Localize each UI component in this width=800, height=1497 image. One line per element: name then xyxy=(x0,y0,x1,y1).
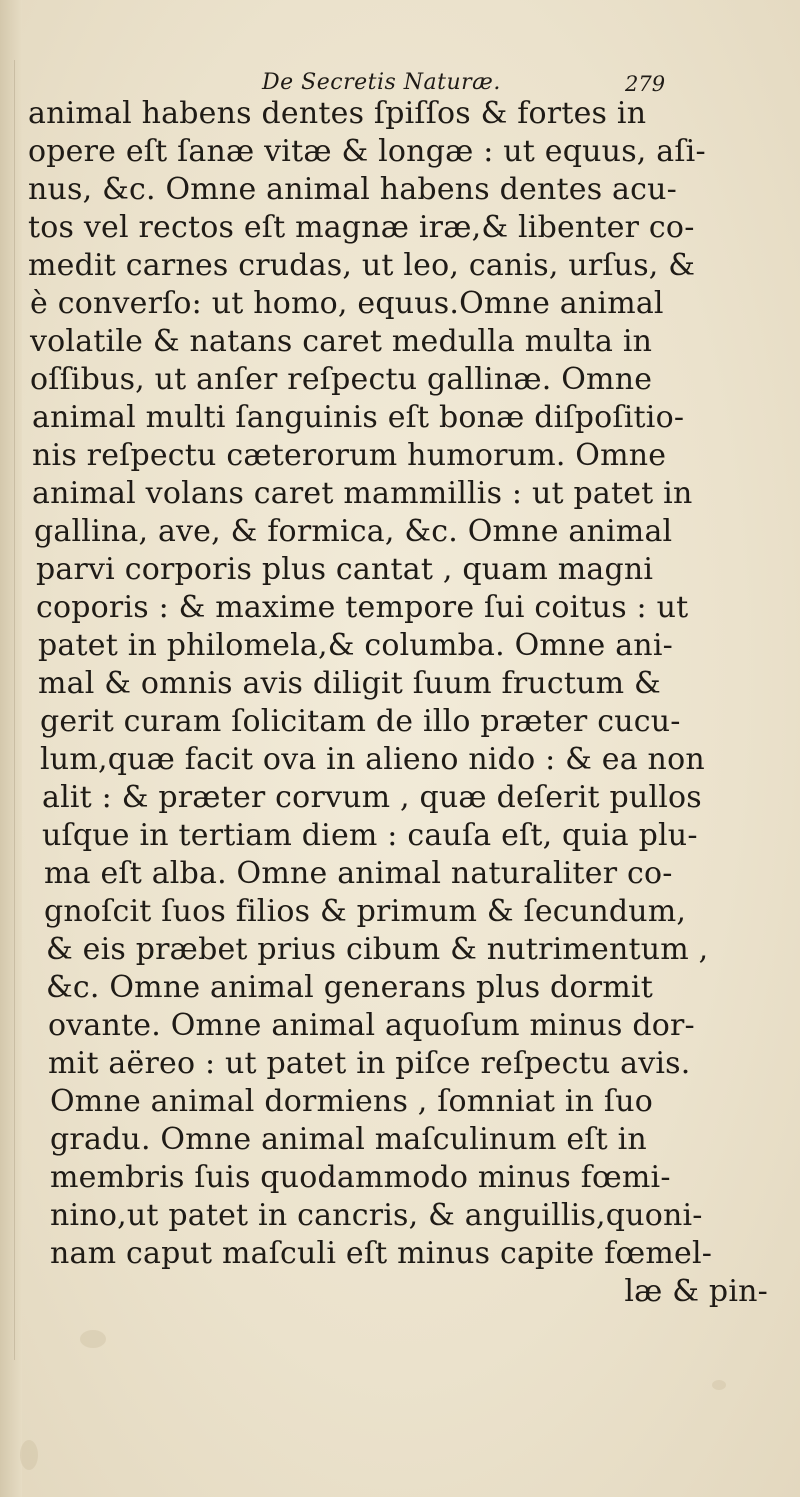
text-line: nino,ut patet in cancris, & anguillis,quoni- xyxy=(50,1198,703,1233)
text-line: & eis præbet prius cibum & nutrimentum , xyxy=(46,932,709,967)
page-gutter xyxy=(0,0,22,1497)
text-line: patet in philomela,& columba. Omne ani- xyxy=(38,628,673,663)
gutter-rule xyxy=(14,60,15,1360)
text-line: nam caput maſculi eſt minus capite fœmel- xyxy=(50,1236,713,1271)
text-line: membris ſuis quodammodo minus fœmi- xyxy=(50,1160,671,1195)
text-line: animal habens dentes ſpiſſos & fortes in xyxy=(28,96,647,131)
text-line: mal & omnis avis diligit ſuum fructum & xyxy=(38,666,661,701)
page-number: 279 xyxy=(625,72,666,96)
text-line: coporis : & maxime tempore ſui coitus : ut xyxy=(36,590,689,625)
text-line: è converſo: ut homo, equus.Omne animal xyxy=(30,286,664,321)
text-line: mit aëreo : ut patet in piſce reſpectu avis. xyxy=(48,1046,691,1081)
text-line: alit : & præter corvum , quæ deſerit pullos xyxy=(42,780,702,815)
text-line: medit carnes crudas, ut leo, canis, urſus, & xyxy=(28,248,696,283)
text-line: nis reſpectu cæterorum humorum. Omne xyxy=(32,438,667,473)
paper-stain xyxy=(20,1440,38,1470)
catchword-line: læ & pin- xyxy=(624,1274,768,1309)
text-line: animal multi ſanguinis eſt bonæ diſpoſitio- xyxy=(32,400,685,435)
text-line: animal volans caret mammillis : ut patet in xyxy=(32,476,693,511)
running-head: De Secretis Naturæ. xyxy=(262,70,501,95)
text-line: uſque in tertiam diem : cauſa eſt, quia plu- xyxy=(42,818,698,853)
text-line: &c. Omne animal generans plus dormit xyxy=(46,970,653,1005)
text-line: Omne animal dormiens , ſomniat in ſuo xyxy=(50,1084,653,1119)
text-line: oſſibus, ut anſer reſpectu gallinæ. Omne xyxy=(30,362,653,397)
text-line: opere eſt ſanæ vitæ & longæ : ut equus, aſi- xyxy=(28,134,706,169)
text-line: ovante. Omne animal aquoſum minus dor- xyxy=(48,1008,695,1043)
text-line: volatile & natans caret medulla multa in xyxy=(30,324,653,359)
text-line: gnoſcit ſuos filios & primum & ſecundum, xyxy=(44,894,687,929)
text-line: gradu. Omne animal maſculinum eſt in xyxy=(50,1122,647,1157)
text-line: ma eſt alba. Omne animal naturaliter co- xyxy=(44,856,673,891)
text-line: nus, &c. Omne animal habens dentes acu- xyxy=(28,172,677,207)
text-line: tos vel rectos eſt magnæ iræ,& libenter co- xyxy=(28,210,695,245)
paper-stain xyxy=(80,1330,106,1348)
paper-stain xyxy=(712,1380,726,1390)
text-line: gallina, ave, & formica, &c. Omne animal xyxy=(34,514,673,549)
text-line: gerit curam ſolicitam de illo præter cucu- xyxy=(40,704,681,739)
text-line: parvi corporis plus cantat , quam magni xyxy=(36,552,654,587)
text-line: lum,quæ facit ova in alieno nido : & ea non xyxy=(40,742,705,777)
